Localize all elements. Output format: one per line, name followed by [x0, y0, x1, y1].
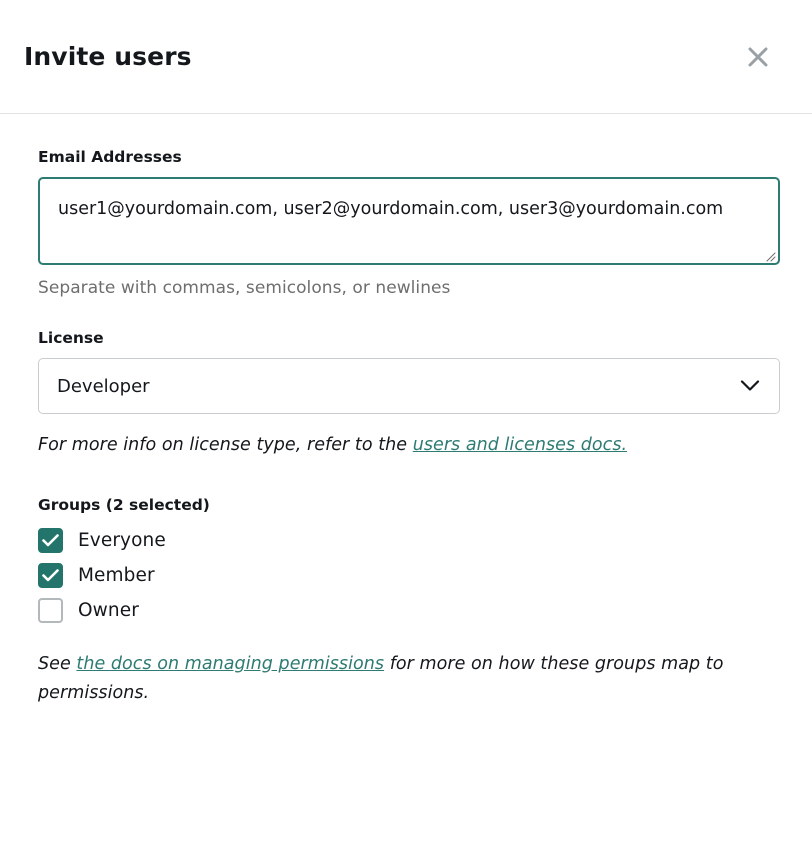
group-label-member: Member — [78, 565, 155, 586]
page-title: Invite users — [24, 42, 192, 71]
groups-field-group — [38, 496, 780, 708]
email-helper-text: Separate with commas, semicolons, or newlines — [38, 278, 451, 298]
groups-note-suffix: for more on how these groups map to permissions. — [38, 654, 724, 703]
license-info-text — [38, 435, 780, 455]
license-selected-value: Developer — [57, 375, 150, 397]
email-textarea-wrap — [38, 177, 780, 265]
group-label-everyone: Everyone — [78, 530, 166, 551]
group-row-everyone[interactable] — [38, 523, 780, 558]
email-field-label: Email Addresses — [38, 148, 182, 166]
email-field-group — [38, 148, 780, 298]
group-label-owner: Owner — [78, 600, 139, 621]
license-select-wrap — [38, 358, 780, 414]
license-select[interactable] — [38, 358, 780, 414]
license-info-prefix: For more info on license type, refer to the — [38, 435, 413, 455]
email-addresses-input[interactable] — [38, 177, 780, 265]
groups-note-prefix: See — [38, 654, 77, 674]
check-icon — [42, 534, 59, 547]
checkbox-owner[interactable] — [38, 598, 63, 623]
check-icon — [42, 569, 59, 582]
close-button[interactable] — [738, 37, 778, 77]
groups-permissions-note — [38, 650, 778, 708]
group-row-owner[interactable] — [38, 593, 780, 628]
groups-label: Groups (2 selected) — [38, 496, 210, 514]
checkbox-everyone[interactable] — [38, 528, 63, 553]
license-field-label: License — [38, 329, 104, 347]
dialog-body — [0, 114, 812, 864]
group-row-member[interactable] — [38, 558, 780, 593]
license-field-group — [38, 329, 780, 455]
users-and-licenses-docs-link[interactable]: users and licenses docs. — [412, 435, 628, 455]
managing-permissions-docs-link[interactable]: the docs on managing permissions — [76, 654, 385, 674]
dialog-header — [0, 0, 812, 114]
close-icon — [745, 44, 771, 70]
checkbox-member[interactable] — [38, 563, 63, 588]
